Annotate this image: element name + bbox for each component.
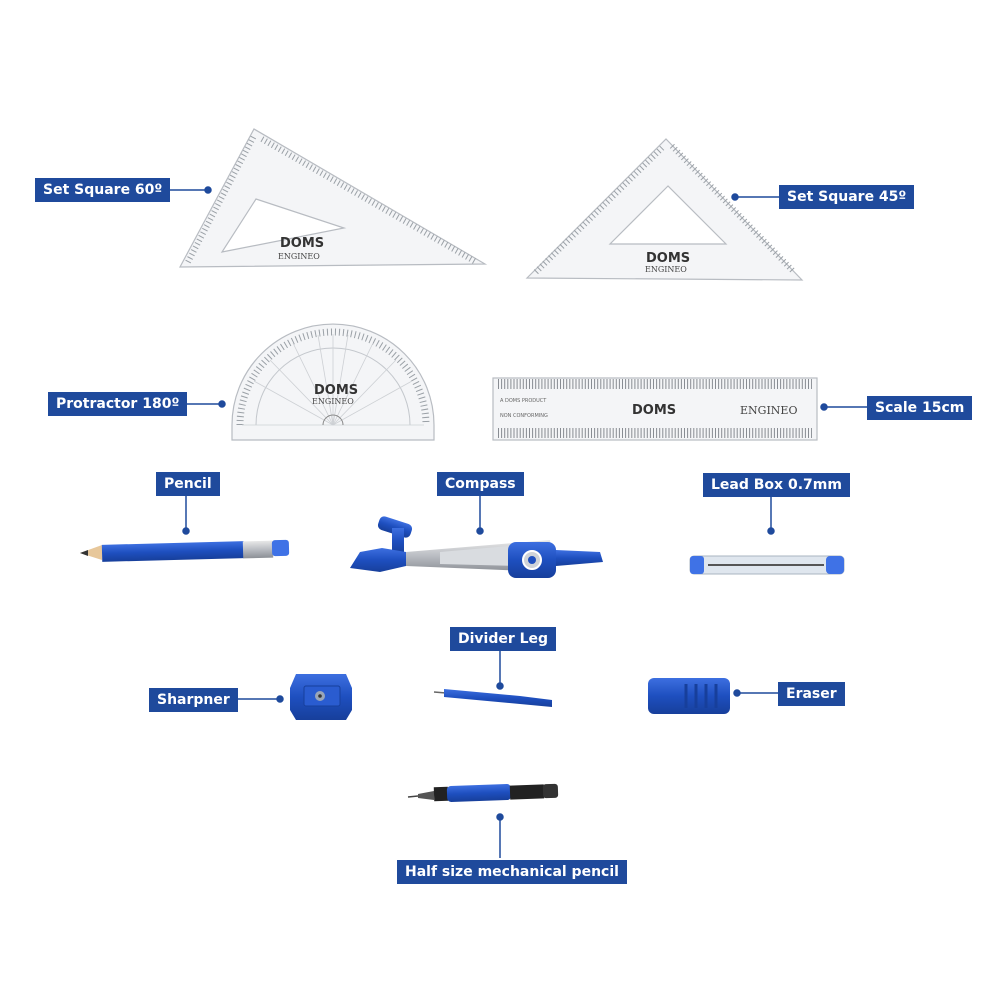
divider-leg bbox=[434, 689, 552, 707]
scale-ruler bbox=[493, 378, 817, 440]
label-sharpener: Sharpner bbox=[149, 688, 238, 712]
set-square-60 bbox=[180, 129, 485, 267]
lead-box bbox=[690, 556, 844, 574]
protractor-subbrand: ENGINEO bbox=[312, 397, 354, 406]
label-divider-leg: Divider Leg bbox=[450, 627, 556, 651]
connectors bbox=[163, 187, 867, 858]
ruler-product-text: A DOMS PRODUCT bbox=[500, 398, 547, 404]
label-mechanical-pencil: Half size mechanical pencil bbox=[397, 860, 627, 884]
label-scale: Scale 15cm bbox=[867, 396, 972, 420]
mechanical-pencil bbox=[408, 784, 558, 802]
label-lead-box: Lead Box 0.7mm bbox=[703, 473, 850, 497]
set-square-45 bbox=[527, 139, 802, 280]
protractor-logo: DOMS bbox=[314, 383, 359, 398]
label-pencil: Pencil bbox=[156, 472, 220, 496]
label-eraser: Eraser bbox=[778, 682, 845, 706]
ruler-subbrand: ENGINEO bbox=[740, 404, 798, 417]
eraser bbox=[648, 678, 730, 714]
set-square-45-subbrand: ENGINEO bbox=[645, 265, 687, 274]
set-square-60-subbrand: ENGINEO bbox=[278, 252, 320, 261]
set-square-45-logo: DOMS bbox=[646, 251, 691, 266]
ruler-logo: DOMS bbox=[632, 403, 677, 418]
protractor bbox=[232, 324, 434, 440]
label-protractor: Protractor 180º bbox=[48, 392, 187, 416]
sharpener bbox=[290, 674, 352, 720]
label-compass: Compass bbox=[437, 472, 524, 496]
label-set-square-45: Set Square 45º bbox=[779, 185, 914, 209]
set-square-60-logo: DOMS bbox=[280, 236, 325, 251]
compass bbox=[350, 515, 603, 578]
label-set-square-60: Set Square 60º bbox=[35, 178, 170, 202]
ruler-conforming-text: NON CONFORMING bbox=[500, 413, 548, 419]
pencil bbox=[80, 540, 289, 562]
